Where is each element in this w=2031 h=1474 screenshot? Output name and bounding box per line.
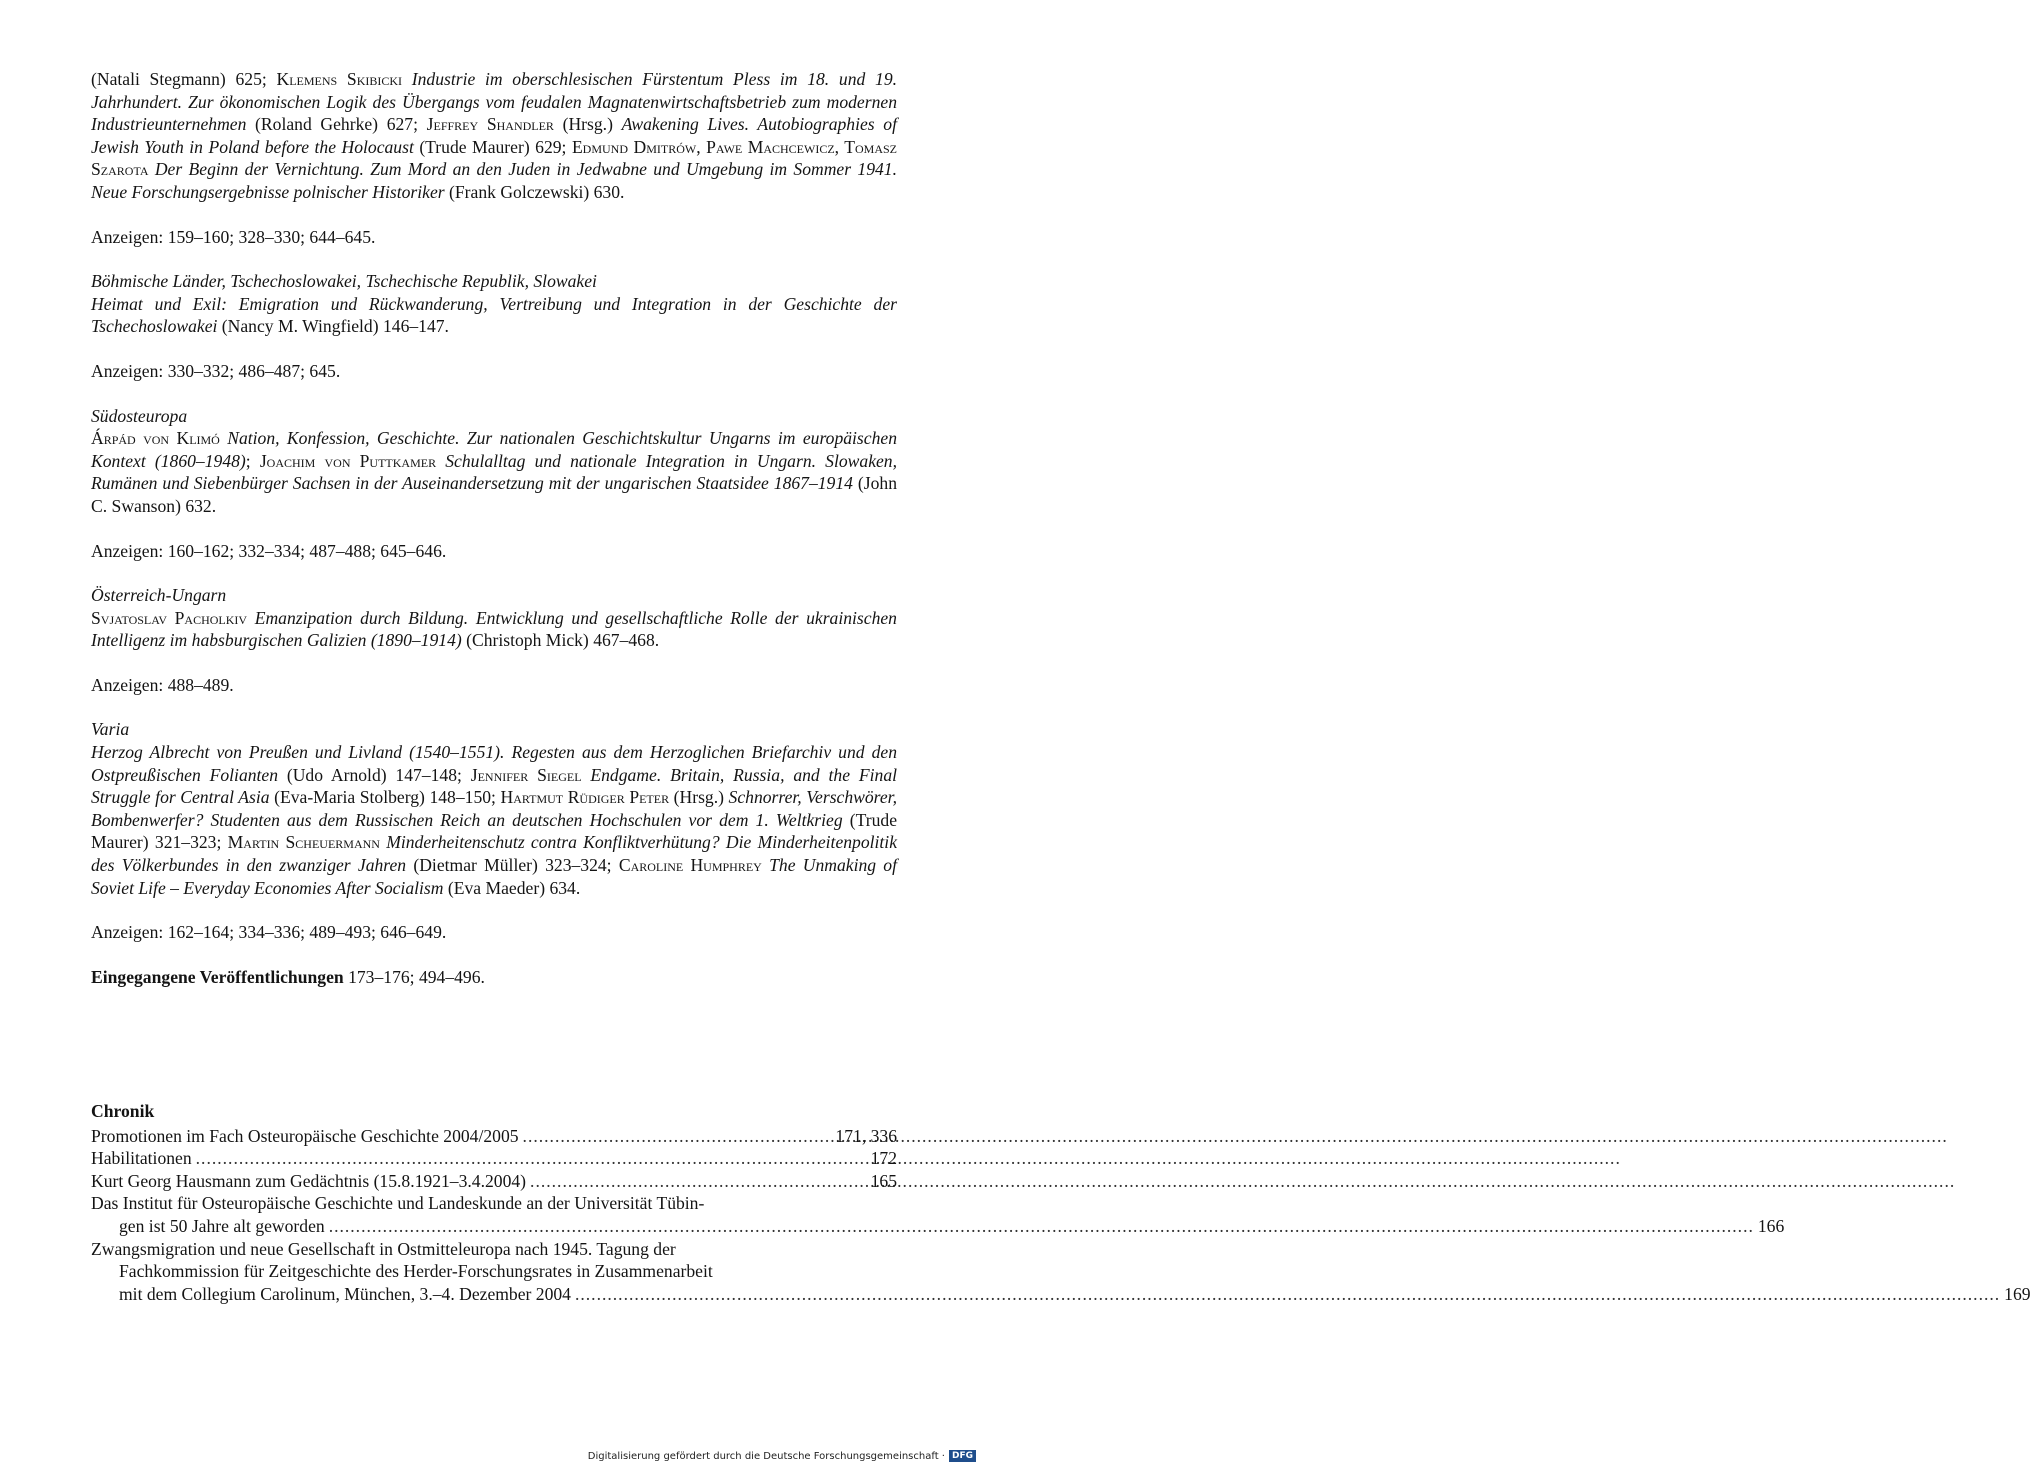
author-name: Klemens Skibicki — [276, 69, 403, 89]
toc-page-number: 165 — [870, 1170, 897, 1191]
received-pages: 173–176; 494–496. — [343, 966, 485, 987]
chronik-section — [91, 1100, 2031, 1305]
toc-entry-line: Das Institut für Osteuropäische Geschichte und Landeskunde an der Universität Tübin- — [91, 1193, 705, 1214]
section-heading: Böhmische Länder, Tschechoslowakei, Tschechische Republik, Slowakei — [91, 271, 597, 292]
toc-page-number: 171, 336 — [835, 1125, 897, 1146]
review-entry-block — [91, 68, 897, 204]
book-title: The Unmaking of Soviet Life – Everyday Economies After Socialism — [91, 855, 897, 898]
text-run: (Trude Maurer) 629; — [413, 136, 572, 157]
author-name: Jeffrey Shandler — [426, 114, 554, 135]
section-heading: Südosteuropa — [91, 405, 188, 426]
dot-leader — [575, 1283, 2000, 1306]
author-name: Edmund Dmitrów, Pawe Machcewicz, Tomasz Szarota — [91, 136, 897, 180]
text-run: (Christoph Mick) 467–468. — [461, 630, 660, 651]
section-heading: Varia — [91, 719, 130, 740]
ads-line: Anzeigen: 159–160; 328–330; 644–645. — [91, 226, 376, 247]
ads-line: Anzeigen: 162–164; 334–336; 489–493; 646–649. — [91, 922, 447, 943]
document-body — [91, 68, 897, 988]
toc-row — [91, 1170, 897, 1193]
toc-page-number: 172 — [870, 1148, 897, 1169]
dot-leader — [196, 1147, 1621, 1170]
toc-entry-label: Promotionen im Fach Osteuropäische Geschichte 2004/2005 — [91, 1125, 519, 1146]
toc-entry-label: mit dem Collegium Carolinum, München, 3.–4. Dezember 2004 — [119, 1283, 571, 1304]
digitization-footer — [588, 1450, 976, 1462]
author-name: Hartmut Rüdiger Peter — [500, 787, 670, 808]
author-name: Árpád von Klimó — [91, 428, 220, 449]
book-title: Schnorrer, Verschwörer, Bombenwerfer? Studenten aus dem Russischen Reich an deutschen Hochschulen vor dem 1. Weltkrieg — [91, 787, 897, 830]
book-title: Nation, Konfession, Geschichte. Zur nationalen Geschichtskultur Ungarns im europäischen Kontext (1860–1948) — [91, 428, 897, 471]
dfg-logo: DFG — [949, 1450, 976, 1462]
text-run: (Roland Gehrke) 627; — [246, 114, 427, 135]
book-title: Minderheitenschutz contra Konfliktverhütung? Die Minderheitenpolitik des Völkerbundes in den zwanziger Jahren — [91, 832, 898, 876]
toc-entry-line: Fachkommission für Zeitgeschichte des Herder-Forschungsrates in Zusammenarbeit — [119, 1261, 713, 1282]
book-title: Endgame. Britain, Russia, and the Final Struggle for Central Asia — [91, 764, 897, 808]
chronik-heading: Chronik — [91, 1101, 155, 1121]
text-run: (Dietmar Müller) 323–324; — [406, 855, 619, 876]
received-publications-line — [91, 966, 897, 989]
author-name: Martin Scheuermann — [227, 832, 380, 853]
toc-entry-label: Habilitationen — [91, 1148, 192, 1169]
text-run: (Eva Maeder) 634. — [443, 877, 581, 898]
dot-leader — [329, 1215, 1754, 1238]
ads-line: Anzeigen: 488–489. — [91, 674, 234, 695]
author-name: Caroline Humphrey — [618, 855, 762, 876]
ads-line: Anzeigen: 160–162; 332–334; 487–488; 645–646. — [91, 540, 447, 561]
text-run: (Eva-Maria Stolberg) 148–150; — [269, 787, 501, 808]
author-name: Jennifer Siegel — [470, 764, 582, 785]
toc-entry-label: Kurt Georg Hausmann zum Gedächtnis (15.8.1921–3.4.2004) — [91, 1170, 527, 1191]
toc-row — [91, 1147, 897, 1170]
review-entry-block — [91, 293, 897, 338]
author-name: Joachim von Puttkamer — [259, 450, 437, 471]
dot-leader — [523, 1125, 1948, 1148]
text-run: (Nancy M. Wingfield) 146–147. — [217, 316, 449, 337]
toc-page-number: 166 — [1757, 1215, 1785, 1236]
book-title: Emanzipation durch Bildung. Entwicklung und gesellschaftliche Rolle der ukrainischen Intelligenz im habsburgischen Galizien (1890–1914) — [91, 607, 897, 651]
received-label: Eingegangene Veröffentlichungen — [91, 966, 344, 987]
toc-entry-line: Zwangsmigration und neue Gesellschaft in Ostmitteleuropa nach 1945. Tagung der — [91, 1238, 676, 1259]
book-title: Schulalltag und nationale Integration in Ungarn. Slowaken, Rumänen und Siebenbürger Sachsen in der Auseinandersetzung mit der ungarischen Staatsidee 1867–1914 — [91, 450, 898, 494]
dot-leader — [530, 1170, 1955, 1193]
footer-text: Digitalisierung gefördert durch die Deutsche Forschungsgemeinschaft · — [587, 1450, 945, 1462]
toc-row — [91, 1192, 1785, 1237]
ads-line: Anzeigen: 330–332; 486–487; 645. — [91, 360, 341, 381]
text-run: (Natali Stegmann) 625; — [91, 69, 277, 89]
text-run: (Trude Maurer) 321–323; — [91, 809, 898, 853]
text-run: (Frank Golczewski) 630. — [444, 181, 625, 202]
text-run: (Udo Arnold) 147–148; — [278, 764, 471, 785]
section-heading: Österreich-Ungarn — [91, 585, 227, 606]
book-title: Industrie im oberschlesischen Fürstentum Pless im 18. und 19. Jahrhundert. Zur ökonomischen Logik des Übergangs vom feudalen Magnatenwirtschaftsbetrieb zum modernen Industrieunternehmen — [91, 69, 898, 135]
text-run: ; — [245, 450, 260, 471]
book-title: Heimat und Exil: Emigration und Rückwanderung, Vertreibung und Integration in der Geschichte der Tschechoslowakei — [91, 293, 897, 337]
book-title: Awakening Lives. Autobiographies of Jewish Youth in Poland before the Holocaust — [91, 114, 897, 157]
text-run: (Hrsg.) — [553, 114, 622, 135]
review-entry-block — [91, 741, 897, 899]
toc-page-number: 169 — [2004, 1283, 2031, 1304]
review-entry-block — [91, 607, 897, 652]
toc-row — [91, 1238, 2031, 1306]
book-title: Herzog Albrecht von Preußen und Livland (1540–1551). Regesten aus dem Herzoglichen Briefarchiv und den Ostpreußischen Folianten — [91, 742, 897, 785]
text-run: (Hrsg.) — [669, 787, 729, 808]
review-entry-block — [91, 427, 897, 517]
text-run: (John C. Swanson) 632. — [91, 473, 897, 516]
toc-row — [91, 1125, 897, 1148]
toc-entry-label: gen ist 50 Jahre alt geworden — [119, 1215, 325, 1236]
book-title: Der Beginn der Vernichtung. Zum Mord an den Juden in Jedwabne und Umgebung im Sommer 1941. Neue Forschungsergebnisse polnischer Historiker — [91, 159, 897, 202]
author-name: Svjatoslav Pacholkiv — [91, 607, 248, 628]
